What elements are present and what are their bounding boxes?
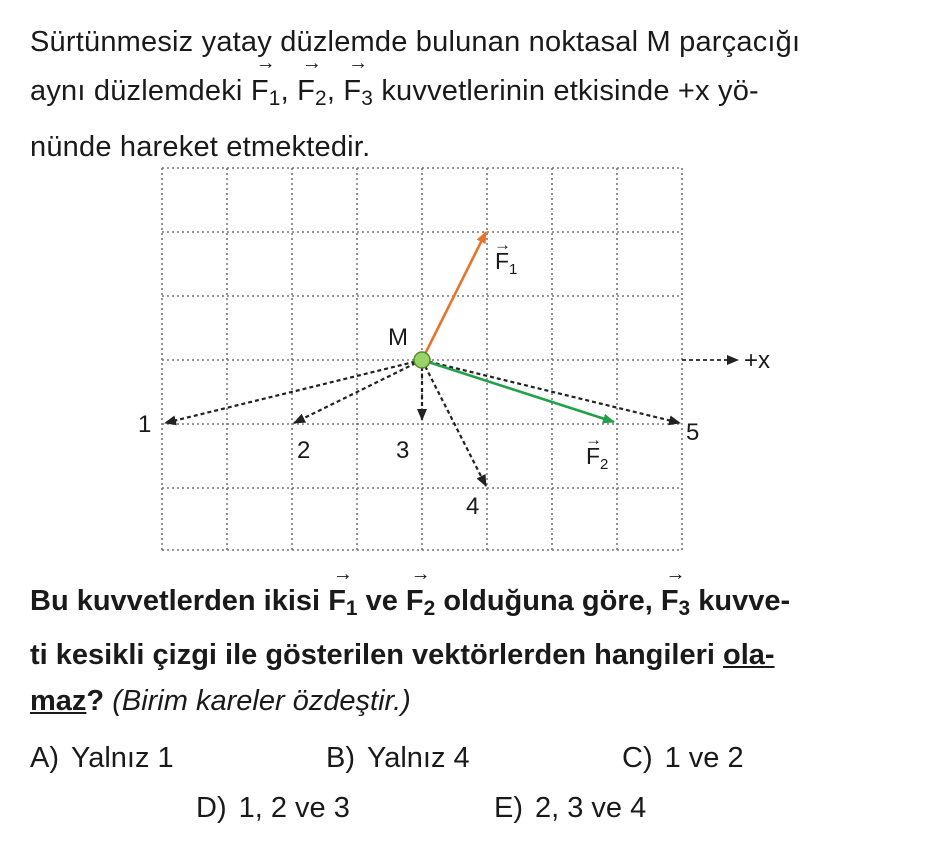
dashed-vector-5 — [422, 360, 680, 423]
question-vector-F2: → $F_2$ — [405, 563, 436, 621]
force-F2-label — [585, 430, 608, 473]
vector-F1: → $F_1$ — [250, 52, 281, 111]
force-diagram — [120, 160, 800, 560]
force-F2-arrow — [422, 360, 614, 422]
vector-number-2: 2 — [297, 437, 311, 464]
svg-text:1: 1 — [509, 261, 518, 278]
vector-number-3: 3 — [396, 437, 410, 464]
option-D[interactable]: D) 1, 2 ve 3 — [196, 792, 350, 824]
dashed-vector-1 — [165, 360, 422, 423]
force-F1-arrow — [422, 232, 486, 360]
svg-text:→: → — [494, 235, 511, 254]
force-diagram-svg — [120, 160, 800, 560]
svg-text:2: 2 — [600, 456, 609, 473]
svg-text:F: F — [495, 248, 510, 274]
question-line-3: maz? (Birim kareler özdeştir.) — [30, 685, 411, 718]
force-F1-label — [494, 235, 517, 278]
option-A[interactable]: A) Yalnız 1 — [30, 742, 174, 774]
question-vector-F3: → $F_3$ — [660, 563, 691, 621]
dashed-vector-2 — [294, 360, 422, 423]
axis-label-plus-x: +x — [744, 347, 771, 374]
vector-F3: → $F_3$ — [343, 52, 374, 111]
intro-line-2a: aynı düzlemdeki — [30, 75, 243, 107]
option-B[interactable]: B) Yalnız 4 — [326, 742, 470, 774]
intro-line-2: aynı düzlemdeki → $F_1$, → $F_2$, → $F_3$ kuvvetlerinin etkisinde +x yö- — [30, 67, 910, 123]
svg-text:→: → — [585, 430, 602, 449]
question-text — [30, 563, 900, 724]
option-C[interactable]: C) 1 ve 2 — [622, 742, 744, 774]
vector-number-4: 4 — [466, 493, 480, 520]
vector-number-1: 1 — [138, 411, 152, 438]
vector-number-5: 5 — [686, 419, 700, 446]
svg-text:F: F — [586, 443, 601, 469]
question-line-2: ti kesikli çizgi ile gösterilen vektörlerden hangileri ola- — [30, 639, 775, 672]
problem-statement — [30, 18, 910, 172]
question-vector-F1: → $F_1$ — [328, 563, 358, 621]
question-line-1: Bu kuvvetlerden ikisi → $F_1$ ve → $F_2$ olduğuna göre, → $F_3$ kuvve- — [30, 578, 900, 632]
point-M-label: M — [388, 324, 408, 351]
option-E[interactable]: E) 2, 3 ve 4 — [494, 792, 647, 824]
question-note: (Birim kareler özdeştir.) — [112, 685, 411, 718]
vector-F2: → $F_2$ — [297, 52, 327, 111]
intro-line-1: Sürtünmesiz yatay düzlemde bulunan noktasal M parçacığı — [30, 26, 801, 58]
point-M — [414, 352, 430, 368]
intro-line-2b: kuvvetlerinin etkisinde +x yö- — [381, 75, 759, 107]
intro-line-3: nünde hareket etmektedir. — [30, 131, 371, 164]
